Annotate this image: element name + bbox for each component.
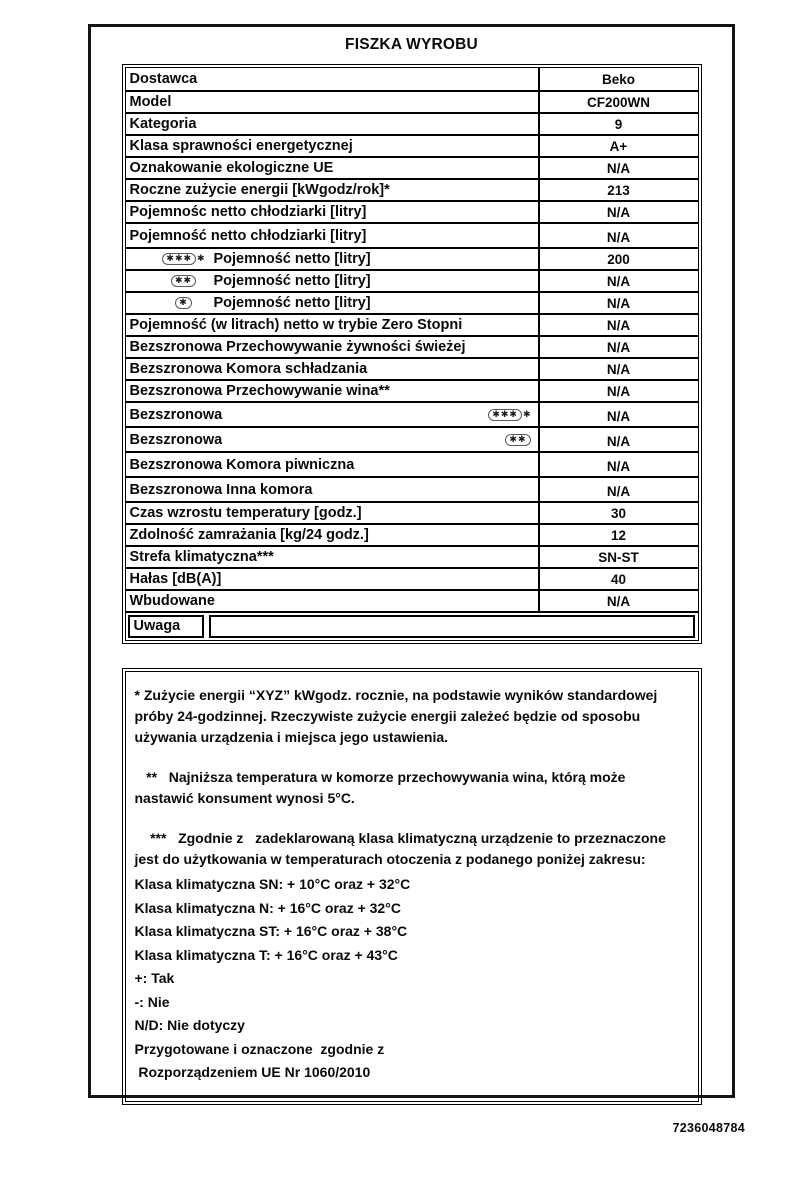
row-label	[126, 249, 538, 269]
row-label-text: Bezszronowa	[129, 431, 223, 448]
row-value: N/A	[538, 381, 698, 401]
row-value: N/A	[538, 359, 698, 379]
table-row	[126, 112, 698, 134]
row-value: N/A	[538, 293, 698, 313]
footnote-paragraph: ** Najniższa temperatura w komorze przechowywania wina, którą może nastawić konsument wynosi 5°C.	[134, 769, 630, 806]
row-label-text: Hałas [dB(A)]	[129, 571, 222, 587]
row-label-text: Oznakowanie ekologiczne UE	[129, 160, 334, 176]
row-label	[126, 92, 538, 112]
uwaga-label-cell: Uwaga	[128, 615, 204, 638]
footnote-line: Rozporządzeniem UE Nr 1060/2010	[134, 1064, 371, 1080]
row-label-text: Bezszronowa	[129, 406, 223, 423]
row-label-text: Pojemność netto [litry]	[213, 295, 371, 311]
table-row	[126, 567, 698, 589]
row-value: N/A	[538, 453, 698, 476]
note-row	[126, 611, 698, 640]
footnotes-content	[125, 671, 699, 1102]
row-label	[126, 569, 538, 589]
row-value: N/A	[538, 403, 698, 426]
star-rating-slot	[154, 297, 214, 309]
row-value: Beko	[538, 68, 698, 90]
table-row	[126, 68, 698, 90]
row-label-text: Dostawca	[129, 71, 198, 87]
table-row	[126, 426, 698, 451]
row-value: N/A	[538, 591, 698, 611]
row-value: N/A	[538, 315, 698, 335]
table-row	[126, 178, 698, 200]
row-label	[126, 114, 538, 134]
row-value: N/A	[538, 428, 698, 451]
table-row	[126, 90, 698, 112]
row-label	[126, 547, 538, 567]
row-label-text: Roczne zużycie energii [kWgodz/rok]*	[129, 182, 390, 198]
row-label	[126, 359, 538, 379]
row-label-text: Bezszronowa Komora piwniczna	[129, 456, 355, 473]
page-title: FISZKA WYROBU	[345, 36, 478, 53]
table-row	[126, 357, 698, 379]
row-label	[126, 453, 538, 476]
row-label	[126, 224, 538, 247]
row-value: SN-ST	[538, 547, 698, 567]
row-value: N/A	[538, 337, 698, 357]
row-value: CF200WN	[538, 92, 698, 112]
table-row	[126, 523, 698, 545]
table-row	[126, 269, 698, 291]
row-label-text: Pojemność netto [litry]	[213, 251, 371, 267]
row-label	[126, 136, 538, 156]
row-label-text: Pojemność (w litrach) netto w trybie Zero Stopni	[129, 317, 463, 333]
row-label	[126, 337, 538, 357]
row-label	[126, 68, 538, 90]
table-row	[126, 589, 698, 611]
row-label	[126, 202, 538, 222]
star-rating-slot	[488, 409, 535, 421]
table-row	[126, 476, 698, 501]
table-row	[126, 247, 698, 269]
row-label-text: Bezszronowa Przechowywanie wina**	[129, 383, 390, 399]
footnote-line: Klasa klimatyczna T: + 16°C oraz + 43°C	[134, 946, 398, 963]
row-label-text: Klasa sprawności energetycznej	[129, 138, 353, 154]
row-value: 9	[538, 114, 698, 134]
row-label	[126, 158, 538, 178]
row-value: N/A	[538, 158, 698, 178]
row-value: N/A	[538, 271, 698, 291]
footnote-line: +: Tak	[134, 970, 175, 986]
row-label	[126, 428, 538, 451]
row-label-text: Zdolność zamrażania [kg/24 godz.]	[129, 527, 369, 543]
table-row	[126, 501, 698, 523]
table-row	[126, 291, 698, 313]
footnote-line: Klasa klimatyczna ST: + 16°C oraz + 38°C	[134, 923, 408, 939]
row-label-text: Wbudowane	[129, 593, 215, 609]
row-label	[126, 293, 538, 313]
row-value: 12	[538, 525, 698, 545]
row-label-text: Bezszronowa Komora schładzania	[129, 361, 368, 377]
row-label-text: Kategoria	[129, 116, 197, 132]
product-spec-table-rows	[125, 67, 699, 641]
star-rating-slot	[154, 253, 214, 265]
row-value: N/A	[538, 478, 698, 501]
table-row	[126, 156, 698, 178]
row-label	[126, 381, 538, 401]
footnote-line: Przygotowane i oznaczone zgodnie z	[134, 1040, 385, 1057]
row-label	[126, 503, 538, 523]
footnote-paragraph: * Zużycie energii “XYZ” kWgodz. rocznie, na podstawie wyników standardowej próby 24-godzinnej. Rzeczywiste zużycie energii zależeć będzie od sposobu używania urządzenia i miejsca jego ustawienia.	[134, 687, 662, 745]
table-row	[126, 545, 698, 567]
row-label-text: Czas wzrostu temperatury [godz.]	[129, 505, 362, 521]
row-value: 40	[538, 569, 698, 589]
row-label-text: Strefa klimatyczna***	[129, 549, 274, 565]
product-spec-table	[122, 64, 702, 644]
row-label	[126, 591, 538, 611]
row-label-text: Pojemność netto [litry]	[213, 273, 371, 289]
footnote-line: Klasa klimatyczna SN: + 10°C oraz + 32°C	[134, 876, 411, 892]
row-label	[126, 478, 538, 501]
two-star-icon: ✱✱	[171, 275, 196, 287]
row-label-text: Pojemnośc netto chłodziarki [litry]	[129, 204, 367, 220]
footnote-line: N/D: Nie dotyczy	[134, 1017, 245, 1033]
star-rating-slot	[505, 434, 535, 446]
table-row	[126, 134, 698, 156]
uwaga-empty-cell	[209, 615, 695, 638]
two-star-icon: ✱✱	[505, 434, 530, 446]
table-row	[126, 401, 698, 426]
row-label-text: Bezszronowa Przechowywanie żywności świeżej	[129, 339, 466, 355]
footnote-line: Klasa klimatyczna N: + 16°C oraz + 32°C	[134, 899, 401, 916]
footnote-line: -: Nie	[134, 993, 170, 1010]
four-star-icon: ✱✱✱ ✱	[162, 253, 204, 265]
row-label	[126, 403, 538, 426]
table-row	[126, 200, 698, 222]
row-label-text: Pojemność netto chłodziarki [litry]	[129, 227, 367, 244]
row-label-text: Bezszronowa Inna komora	[129, 481, 313, 498]
row-value: A+	[538, 136, 698, 156]
footnote-paragraph: *** Zgodnie z zadeklarowaną klasa klimatyczną urządzenie to przeznaczone jest do użytkowania w temperaturach otoczenia z podanego poniżej zakresu:	[134, 830, 670, 867]
row-value: N/A	[538, 224, 698, 247]
row-value: 30	[538, 503, 698, 523]
row-value: 213	[538, 180, 698, 200]
row-value: N/A	[538, 202, 698, 222]
row-label	[126, 315, 538, 335]
one-star-icon: ✱	[175, 297, 192, 309]
table-row	[126, 379, 698, 401]
row-label-text: Model	[129, 94, 172, 110]
table-row	[126, 313, 698, 335]
footnotes-box	[122, 668, 702, 1105]
row-label	[126, 271, 538, 291]
star-rating-slot	[154, 275, 214, 287]
document-code: 7236048784	[672, 1121, 745, 1135]
table-row	[126, 222, 698, 247]
document-frame	[88, 24, 735, 1098]
row-label	[126, 525, 538, 545]
table-row	[126, 335, 698, 357]
four-star-icon: ✱✱✱ ✱	[488, 409, 530, 421]
row-label	[126, 180, 538, 200]
table-row	[126, 451, 698, 476]
row-value: 200	[538, 249, 698, 269]
